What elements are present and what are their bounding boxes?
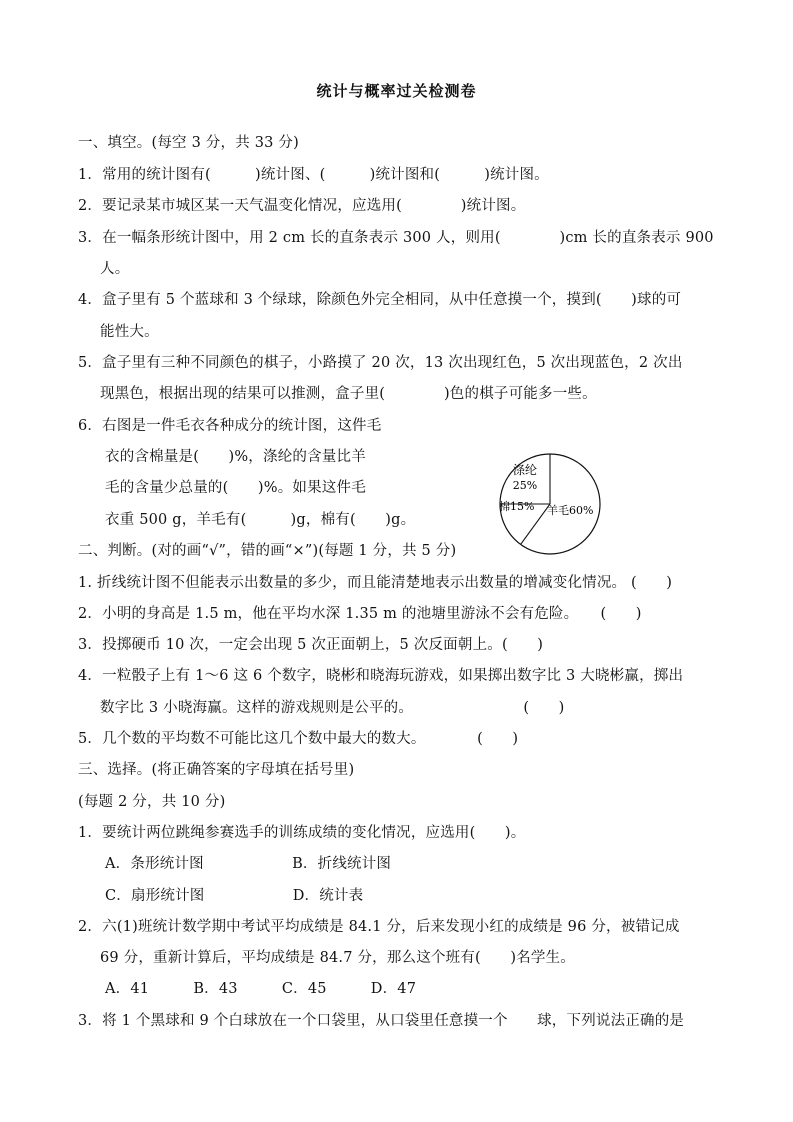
section-3-subheader: (每题 2 分，共 10 分) [78, 794, 226, 810]
question-1-1: 1．常用的统计图有( )统计图、( )统计图和( )统计图。 [78, 167, 549, 183]
page-title: 统计与概率过关检测卷 [316, 82, 477, 100]
question-1-3-cont: 人。 [100, 261, 130, 277]
question-1-6-line3: 毛的含量少总量的( )%。如果这件毛 [105, 480, 366, 496]
question-1-6-line2: 衣的含棉量是( )%，涤纶的含量比羊 [105, 449, 366, 465]
question-2-4: 4．一粒骰子上有 1～6 这 6 个数字，晓彬和晓海玩游戏，如果掷出数字比 3 大晓彬赢，掷出 [78, 668, 684, 684]
question-1-2: 2．要记录某市城区某一天气温变化情况，应选用( )统计图。 [78, 198, 526, 214]
question-3-3: 3．将 1 个黑球和 9 个白球放在一个口袋里，从口袋里任意摸一个 球，下列说法正确的是 [78, 1013, 685, 1029]
question-2-2: 2．小明的身高是 1.5 m，他在平均水深 1.35 m 的池塘里游泳不会有危险。 ( ) [78, 606, 642, 622]
question-1-6: 6．右图是一件毛衣各种成分的统计图，这件毛 [78, 418, 382, 434]
question-2-4-cont: 数字比 3 小晓海赢。这样的游戏规则是公平的。 ( ) [100, 700, 565, 716]
question-3-2-cont: 69 分，重新计算后，平均成绩是 84.7 分，那么这个班有( )名学生。 [100, 950, 575, 966]
question-1-5: 5．盒子里有三种不同颜色的棋子，小路摸了 20 次，13 次出现红色，5 次出现蓝色，2 次出 [78, 355, 683, 371]
question-3-2-options: A．41 B．43 C．45 D．47 [105, 981, 417, 997]
section-1-header: 一、填空。(每空 3 分，共 33 分) [78, 135, 299, 151]
question-2-5: 5．几个数的平均数不可能比这几个数中最大的数大。 ( ) [78, 731, 519, 747]
section-2-header: 二、判断。(对的画“√”，错的画“×”)(每题 1 分，共 5 分) [78, 543, 457, 559]
section-3-header: 三、选择。(将正确答案的字母填在括号里) [78, 762, 355, 778]
pie-label-cotton: 棉15% [499, 500, 535, 513]
question-2-1: 1. 折线统计图不但能表示出数量的多少，而且能清楚地表示出数量的增减变化情况。 ( ) [78, 575, 673, 591]
question-3-1-options-cd: C．扇形统计图 D．统计表 [105, 888, 364, 904]
pie-label-wool: 羊毛60% [547, 504, 594, 517]
question-1-5-cont: 现黑色，根据出现的结果可以推测，盒子里( )色的棋子可能多一些。 [100, 386, 597, 402]
pie-label-polyester: 涤纶 [512, 463, 538, 477]
question-1-4: 4．盒子里有 5 个蓝球和 3 个绿球，除颜色外完全相同，从中任意摸一个，摸到( )球的可 [78, 292, 682, 308]
question-1-4-cont: 能性大。 [100, 324, 159, 340]
question-2-3: 3．投掷硬币 10 次，一定会出现 5 次正面朝上，5 次反面朝上。( ) [78, 637, 544, 653]
question-3-1-options-ab: A．条形统计图 B．折线统计图 [105, 856, 392, 872]
question-1-3: 3．在一幅条形统计图中，用 2 cm 长的直条表示 300 人，则用( )cm 长的直条表示 900 [78, 230, 714, 246]
sweater-composition-pie-chart [498, 452, 602, 556]
question-3-2: 2．六(1)班统计数学期中考试平均成绩是 84.1 分，后来发现小红的成绩是 96 分，被错记成 [78, 919, 680, 935]
question-1-6-line4: 衣重 500 g，羊毛有( )g，棉有( )g。 [105, 512, 416, 528]
pie-label-polyester-percent: 25% [512, 479, 538, 492]
question-3-1: 1．要统计两位跳绳参赛选手的训练成绩的变化情况，应选用( )。 [78, 825, 526, 841]
